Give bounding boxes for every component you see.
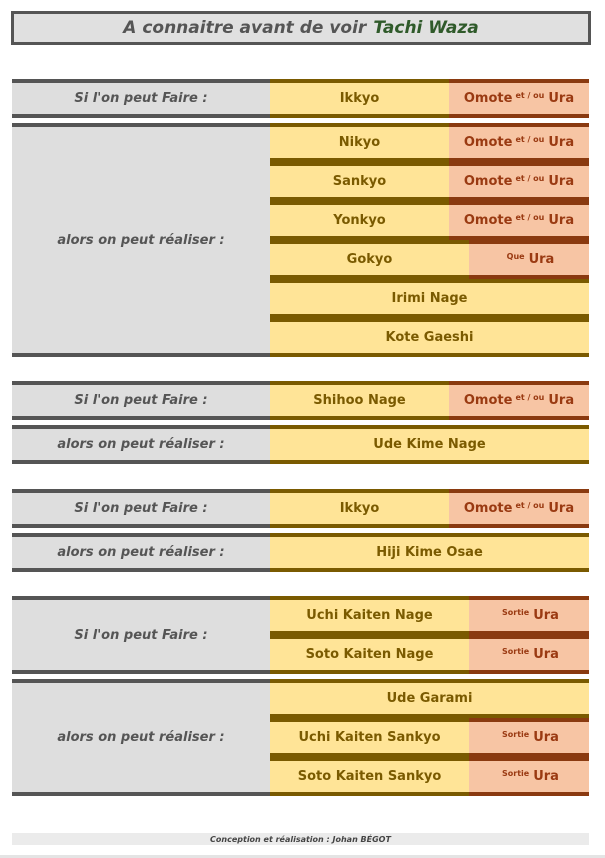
- technique-row: [270, 533, 589, 572]
- variant-secondary: Ura: [548, 213, 575, 228]
- note-bottom-border: [449, 524, 589, 528]
- row-bottom-border: [270, 792, 469, 796]
- variant-primary: Omote: [463, 213, 513, 228]
- block-label: Si l'on peut Faire :: [12, 79, 270, 118]
- variant-note: [449, 166, 589, 197]
- technique-name: Soto Kaiten Nage: [270, 639, 469, 670]
- variant-qualifier: et / ou: [515, 91, 545, 100]
- technique-name: Ude Kime Nage: [270, 429, 589, 460]
- footer-credit: Conception et réalisation : Johan BÉGOT: [12, 833, 589, 845]
- technique-name: Irimi Nage: [270, 283, 589, 314]
- technique-name: Yonkyo: [270, 205, 449, 236]
- technique-name: Kote Gaeshi: [270, 322, 589, 353]
- variant-secondary: Ura: [528, 252, 555, 267]
- technique-name: Shihoo Nage: [270, 385, 449, 416]
- technique-row: [270, 318, 589, 357]
- variant-note: [449, 205, 589, 236]
- variant-qualifier: et / ou: [515, 393, 545, 402]
- note-bottom-border: [449, 114, 589, 118]
- technique-row: [270, 123, 589, 162]
- condition-block: [12, 596, 589, 674]
- row-bottom-border: [270, 353, 589, 357]
- variant-note: [469, 722, 589, 753]
- variant-qualifier: Sortie: [502, 730, 530, 739]
- variant-qualifier: et / ou: [515, 501, 545, 510]
- block-label: alors on peut réaliser :: [12, 123, 270, 357]
- technique-name: Ikkyo: [270, 83, 449, 114]
- variant-note: [449, 385, 589, 416]
- variant-primary: Omote: [463, 174, 513, 189]
- title-highlight: Tachi Waza: [373, 18, 479, 38]
- variant-qualifier: et / ou: [515, 213, 545, 222]
- block-label: Si l'on peut Faire :: [12, 489, 270, 528]
- variant-note: [469, 600, 589, 631]
- result-block: [12, 679, 589, 796]
- variant-note: [469, 244, 589, 275]
- condition-block: [12, 381, 589, 420]
- result-block: [12, 425, 589, 464]
- variant-qualifier: Que: [506, 252, 525, 261]
- variant-secondary: Ura: [548, 91, 575, 106]
- technique-name: Uchi Kaiten Sankyo: [270, 722, 469, 753]
- variant-note: [469, 761, 589, 792]
- note-bottom-border: [449, 416, 589, 420]
- row-bottom-border: [270, 524, 449, 528]
- technique-name: Ude Garami: [270, 683, 589, 714]
- variant-qualifier: et / ou: [515, 135, 545, 144]
- variant-note: [449, 83, 589, 114]
- technique-row: [270, 718, 589, 757]
- variant-note: [449, 127, 589, 158]
- note-bottom-border: [469, 792, 589, 796]
- variant-primary: Omote: [463, 91, 513, 106]
- technique-name: Uchi Kaiten Nage: [270, 600, 469, 631]
- block-label: Si l'on peut Faire :: [12, 381, 270, 420]
- technique-row: [270, 240, 589, 279]
- variant-qualifier: et / ou: [515, 174, 545, 183]
- condition-block: [12, 79, 589, 118]
- condition-block: [12, 489, 589, 528]
- row-bottom-border: [270, 568, 589, 572]
- technique-name: Ikkyo: [270, 493, 449, 524]
- technique-row: [270, 489, 589, 528]
- block-label: alors on peut réaliser :: [12, 679, 270, 796]
- variant-qualifier: Sortie: [502, 769, 530, 778]
- result-block: [12, 533, 589, 572]
- variant-secondary: Ura: [548, 501, 575, 516]
- technique-row: [270, 381, 589, 420]
- variant-secondary: Ura: [548, 174, 575, 189]
- technique-row: [270, 79, 589, 118]
- variant-note: [449, 493, 589, 524]
- variant-qualifier: Sortie: [502, 608, 530, 617]
- technique-name: Sankyo: [270, 166, 449, 197]
- result-block: [12, 123, 589, 357]
- technique-row: [270, 425, 589, 464]
- technique-row: [270, 279, 589, 318]
- row-bottom-border: [270, 416, 449, 420]
- technique-row: [270, 596, 589, 635]
- block-label: alors on peut réaliser :: [12, 533, 270, 572]
- variant-secondary: Ura: [548, 135, 575, 150]
- variant-secondary: Ura: [533, 647, 559, 662]
- note-bottom-border: [469, 670, 589, 674]
- technique-row: [270, 201, 589, 240]
- block-label: Si l'on peut Faire :: [12, 596, 270, 674]
- variant-qualifier: Sortie: [502, 647, 530, 656]
- variant-primary: Omote: [463, 393, 513, 408]
- technique-row: [270, 757, 589, 796]
- title-prefix: A connaitre avant de voir: [123, 18, 367, 38]
- technique-row: [270, 679, 589, 718]
- row-bottom-border: [270, 670, 469, 674]
- variant-secondary: Ura: [533, 730, 559, 745]
- technique-name: Nikyo: [270, 127, 449, 158]
- page-title: [11, 11, 591, 45]
- technique-name: Gokyo: [270, 244, 469, 275]
- block-label: alors on peut réaliser :: [12, 425, 270, 464]
- variant-secondary: Ura: [533, 608, 559, 623]
- variant-primary: Omote: [463, 135, 513, 150]
- technique-name: Hiji Kime Osae: [270, 537, 589, 568]
- technique-row: [270, 635, 589, 674]
- variant-note: [469, 639, 589, 670]
- variant-secondary: Ura: [533, 769, 559, 784]
- row-bottom-border: [270, 114, 449, 118]
- technique-name: Soto Kaiten Sankyo: [270, 761, 469, 792]
- row-bottom-border: [270, 460, 589, 464]
- variant-secondary: Ura: [548, 393, 575, 408]
- technique-row: [270, 162, 589, 201]
- variant-primary: Omote: [463, 501, 513, 516]
